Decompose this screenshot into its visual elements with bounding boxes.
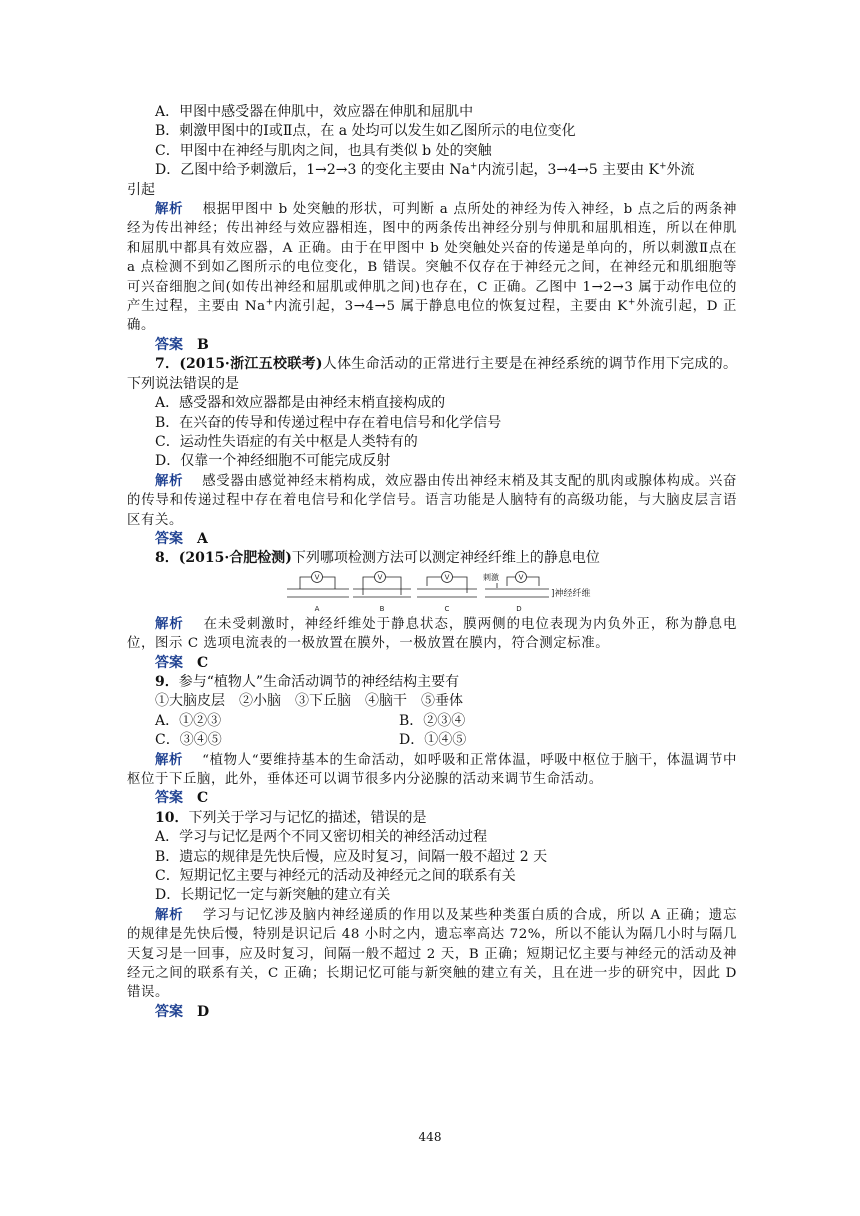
q7-analysis: 解析 感受器由感觉神经末梢构成，效应器由传出神经末梢及其支配的肌肉或腺体构成。兴奋的传导和传递过程中存在着电信号和化学信号。语言功能是人脑特有的高级功能，与大脑皮层言语区有关。 bbox=[127, 473, 738, 528]
q7-answer: 答案 A bbox=[155, 530, 208, 547]
q7-option-a: A．感受器和效应器都是由神经末梢直接构成的 bbox=[155, 395, 446, 412]
q9-options-cd bbox=[127, 731, 737, 750]
q8-answer: 答案 C bbox=[155, 654, 209, 671]
q7-stem: 7．(2015·浙江五校联考)人体生命活动的正常进行主要是在神经系统的调节作用下完成的。下列说法错误的是 bbox=[127, 356, 738, 392]
q9-answer: 答案 C bbox=[155, 790, 209, 807]
panel-d-label: D bbox=[516, 604, 522, 613]
stimulus-label: 刺激 bbox=[483, 572, 499, 582]
q7-option-d: D．仅靠一个神经细胞不可能完成反射 bbox=[155, 453, 391, 470]
analysis-label: 解析 bbox=[155, 752, 184, 768]
q9-options-ab bbox=[127, 712, 737, 731]
analysis-label: 解析 bbox=[155, 202, 184, 218]
q8-stem: 8．(2015·合肥检测)下列哪项检测方法可以测定神经纤维上的静息电位 bbox=[155, 550, 600, 567]
q9-items: ①大脑皮层 ②小脑 ③下丘脑 ④脑干 ⑤垂体 bbox=[155, 693, 463, 710]
answer-label: 答案 bbox=[155, 530, 183, 547]
panel-c-meter: V bbox=[444, 573, 450, 582]
fiber-label: ]神经纤维 bbox=[551, 588, 591, 599]
panel-d-meter: V bbox=[518, 573, 524, 582]
q6-option-d: D．乙图中给予刺激后，1→2→3 的变化主要由 Na+内流引起，3→4→5 主要由 K+外流 bbox=[155, 161, 695, 179]
q10-stem: 10．下列关于学习与记忆的描述，错误的是 bbox=[155, 809, 427, 826]
q9-analysis: 解析 “植物人“要维持基本的生命活动，如呼吸和正常体温，呼吸中枢位于脑干，体温调节中枢位于下丘脑，此外，垂体还可以调节很多内分泌腺的活动来调节生命活动。 bbox=[127, 752, 737, 787]
panel-a-meter: V bbox=[314, 573, 320, 582]
q8-figure bbox=[287, 569, 737, 615]
analysis-label: 解析 bbox=[155, 473, 184, 489]
panel-a-label: A bbox=[314, 604, 320, 613]
page-number: 448 bbox=[418, 1130, 442, 1144]
answer-label: 答案 bbox=[155, 336, 183, 353]
q10-option-d: D．长期记忆一定与新突触的建立有关 bbox=[155, 887, 391, 904]
q6-option-d-cont: 引起 bbox=[127, 181, 155, 198]
analysis-label: 解析 bbox=[155, 907, 184, 923]
panel-c-label: C bbox=[444, 604, 450, 613]
q6-answer: 答案 B bbox=[155, 336, 209, 353]
answer-label: 答案 bbox=[155, 654, 183, 671]
panel-b-label: B bbox=[379, 604, 385, 613]
page-content bbox=[127, 103, 737, 1022]
q9-option-a: A．①②③ bbox=[155, 712, 222, 729]
q9-option-c: C．③④⑤ bbox=[155, 732, 222, 749]
q10-option-b: B．遗忘的规律是先快后慢，应及时复习，间隔一般不超过 2 天 bbox=[155, 848, 548, 865]
q6-option-c: C．甲图中在神经与肌肉之间，也具有类似 b 处的突触 bbox=[155, 142, 492, 159]
q10-analysis: 解析 学习与记忆涉及脑内神经递质的作用以及某些种类蛋白质的合成，所以 A 正确；遗忘的规律是先快后慢，特别是识记后 48 小时之内，遗忘率高达 72%，所以不能认为隔几小时与隔几天复习是一回事，应及时复习，间隔一般不超过 2 天，B 正确；短期记忆主要与神经元的活动及神经元之间的联系有关，C 正确；长期记忆可能与新突触的建立有关，且在进一步的研究中，因此 D 错误。 bbox=[127, 907, 738, 1001]
q7-option-c: C．运动性失语症的有关中枢是人类特有的 bbox=[155, 433, 418, 450]
answer-label: 答案 bbox=[155, 1003, 183, 1020]
q9-option-d: D．①④⑤ bbox=[399, 732, 467, 749]
answer-label: 答案 bbox=[155, 790, 183, 807]
q7-option-b: B．在兴奋的传导和传递过程中存在着电信号和化学信号 bbox=[155, 414, 502, 431]
q10-option-c: C．短期记忆主要与神经元的活动及神经元之间的联系有关 bbox=[155, 868, 516, 885]
q6-analysis: 解析 根据甲图中 b 处突触的形状，可判断 a 点所处的神经为传入神经，b 点之后的两条神经为传出神经；传出神经与效应器相连，图中的两条传出神经分别与伸肌和屈肌相连，所以在伸肌和屈肌中都具有效应器，A 正确。由于在甲图中 b 处突触处兴奋的传递是单向的，所以刺激Ⅱ点在 a 点检测不到如乙图所示的电位变化，B 错误。突触不仅存在于神经元之间，在神经元和肌细胞等可兴奋细胞之间(如传出神经和屈肌或伸肌之间)也存在，C 正确。乙图中 1→2→3 属于动作电位的产生过程，主要由 Na+内流引起，3→4→5 属于静息电位的恢复过程，主要由 K+外流引起，D 正确。 bbox=[127, 202, 737, 334]
q9-stem: 9．参与“植物人”生命活动调节的神经结构主要有 bbox=[155, 673, 460, 690]
q8-analysis: 解析 在未受刺激时，神经纤维处于静息状态，膜两侧的电位表现为内负外正，称为静息电位，图示 C 选项电流表的一极放置在膜外，一极放置在膜内，符合测定标准。 bbox=[127, 616, 737, 652]
q10-option-a: A．学习与记忆是两个不同又密切相关的神经活动过程 bbox=[155, 829, 488, 846]
panel-b-meter: V bbox=[377, 573, 383, 582]
q6-option-b: B．刺激甲图中的Ⅰ或Ⅱ点，在 a 处均可以发生如乙图所示的电位变化 bbox=[155, 123, 576, 140]
analysis-label: 解析 bbox=[155, 616, 184, 632]
electrode-diagram bbox=[287, 569, 617, 615]
q6-option-a: A．甲图中感受器在伸肌中，效应器在伸肌和屈肌中 bbox=[155, 104, 474, 120]
q10-answer: 答案 D bbox=[155, 1003, 210, 1020]
q9-option-b: B．②③④ bbox=[399, 712, 466, 729]
